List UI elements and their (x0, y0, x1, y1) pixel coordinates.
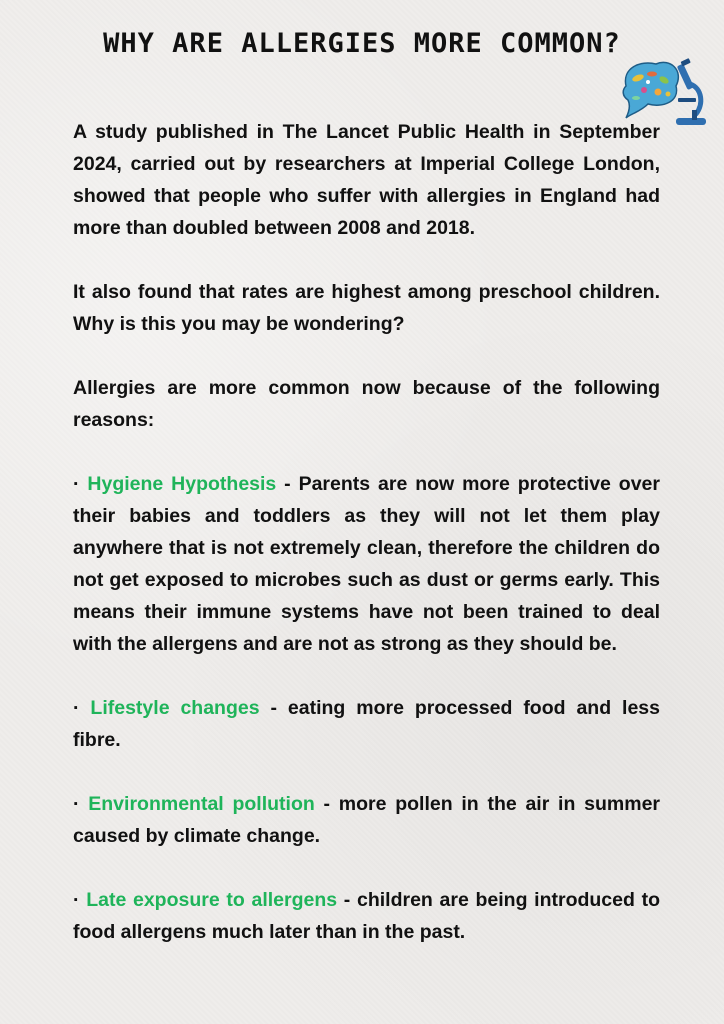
reason-text: - eating more processed food and less fibre. (73, 697, 660, 751)
paragraph-intro: Allergies are more common now because of the following reasons: (73, 377, 660, 431)
paragraph-rates: It also found that rates are highest among preschool children. Why is this you may be wondering? (73, 281, 660, 335)
reason-text: - more pollen in the air in summer caused by climate change. (73, 793, 661, 847)
paragraph-study: A study published in The Lancet Public Health in September 2024, carried out by researchers at Imperial College London, showed that people who suffer with allergies in England had more than doubled between 2008 and 2018. (73, 121, 660, 239)
reason-term: Late exposure to allergens (86, 889, 338, 911)
reason-term: Lifestyle changes (90, 697, 260, 719)
bullet: · (73, 889, 80, 911)
reason-term: Environmental pollution (88, 793, 315, 815)
reason-hygiene (73, 468, 660, 660)
article-body (73, 116, 660, 980)
bullet: · (73, 793, 80, 815)
bullet: · (73, 473, 80, 495)
reason-text: - children are being introduced to food allergens much later than in the past. (73, 889, 661, 943)
reason-late-exposure (73, 884, 660, 948)
page-title: WHY ARE ALLERGIES MORE COMMON? (103, 28, 621, 59)
bullet: · (73, 697, 80, 719)
reason-term: Hygiene Hypothesis (87, 473, 277, 495)
reason-pollution (73, 788, 660, 852)
reason-text: - Parents are now more protective over their babies and toddlers as they will not let them play anywhere that is not extremely clean, therefore the children do not get exposed to microbes such as dust or germs early. This means their immune systems have not been trained to deal with the allergens and are not as strong as they should be. (73, 473, 660, 655)
reason-lifestyle (73, 692, 660, 756)
